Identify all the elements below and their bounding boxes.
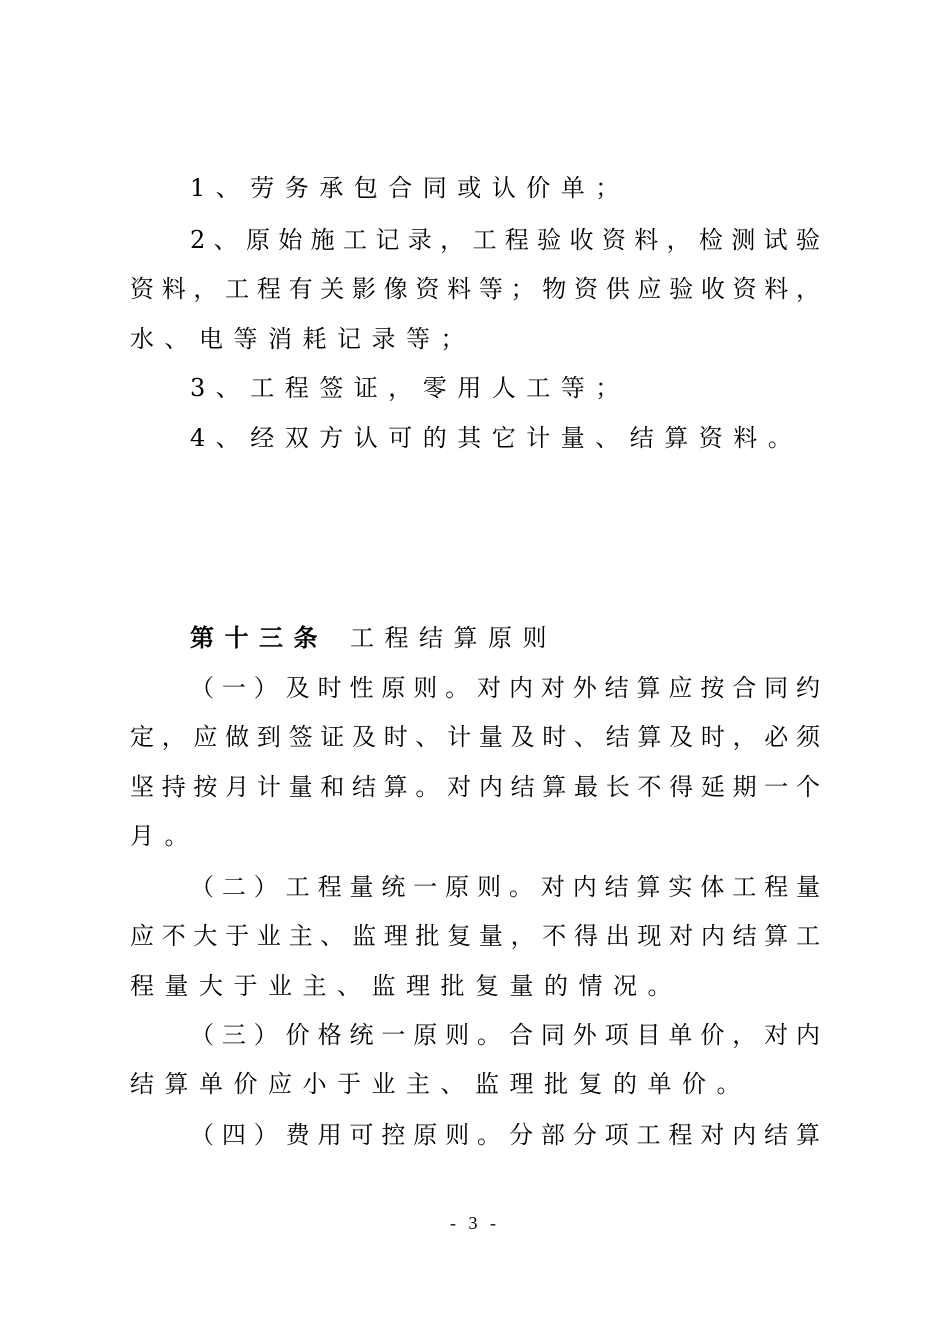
list-item-1: 1、劳务承包合同或认价单； [190,174,630,202]
list-item-2-line-3: 水、电等消耗记录等； [130,325,475,353]
principle-2-line-2: 应不大于业主、监理批复量，不得出现对内结算工 [130,922,820,950]
article-title: 工程结算原则 [350,624,557,652]
list-item-4: 4、经双方认可的其它计量、结算资料。 [190,424,803,452]
principle-3-line-2: 结算单价应小于业主、监理批复的单价。 [130,1070,751,1098]
article-label: 第十三条 [190,624,328,652]
principle-3-line-1: （三）价格统一原则。合同外项目单价，对内 [190,1021,820,1049]
principle-2-line-3: 程量大于业主、监理批复量的情况。 [130,972,682,1000]
principle-2-line-1: （二）工程量统一原则。对内结算实体工程量 [190,873,820,901]
principle-1-line-2: 定，应做到签证及时、计量及时、结算及时，必须 [130,723,820,751]
principle-1-line-1: （一）及时性原则。对内对外结算应按合同约 [190,674,820,702]
principle-1-line-4: 月。 [130,822,199,850]
article-heading [190,623,820,653]
principle-1-line-3: 坚持按月计量和结算。对内结算最长不得延期一个 [130,773,820,801]
list-item-2-line-2: 资料，工程有关影像资料等；物资供应验收资料， [130,275,820,303]
list-item-3: 3、工程签证，零用人工等； [190,374,630,402]
page-number: - 3 - [450,1213,500,1233]
principle-4-line-1: （四）费用可控原则。分部分项工程对内结算 [190,1121,820,1149]
list-item-2-line-1: 2、原始施工记录，工程验收资料，检测试验 [190,226,820,254]
